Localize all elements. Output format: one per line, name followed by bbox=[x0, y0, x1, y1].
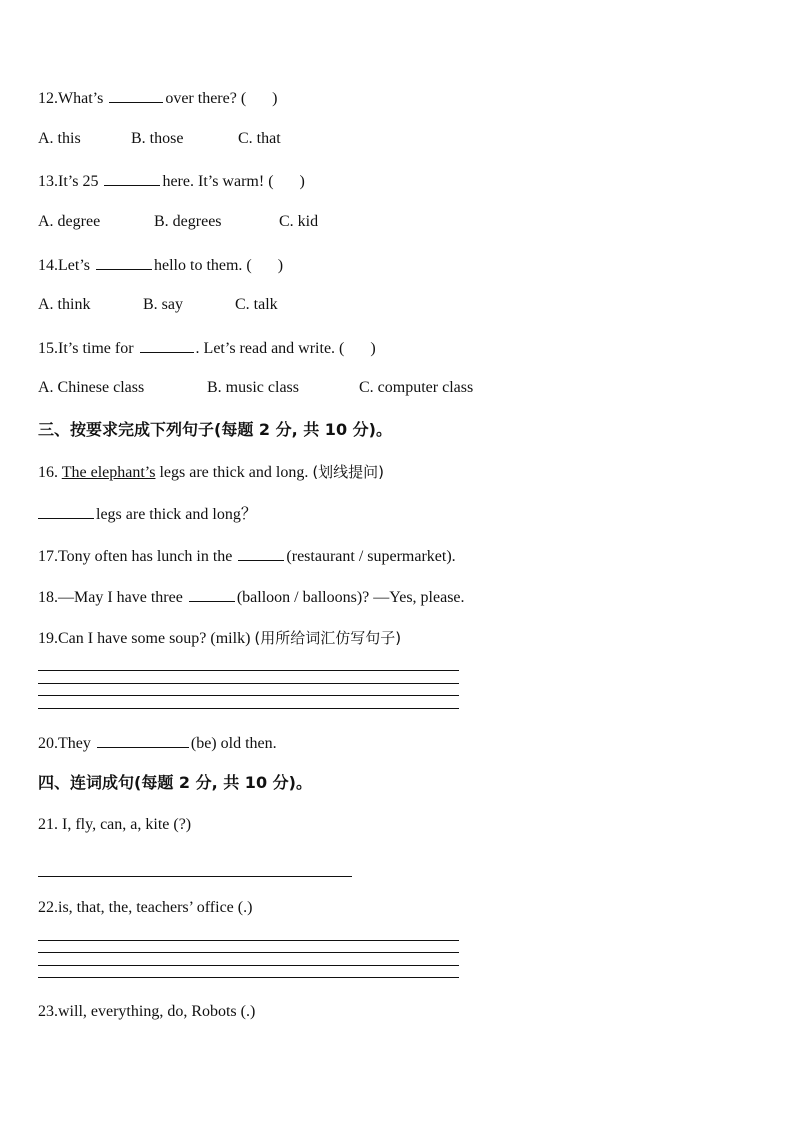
option-a[interactable]: A. degree bbox=[38, 213, 101, 230]
option-c[interactable]: C. kid bbox=[279, 213, 319, 230]
question-number: 12. bbox=[38, 90, 58, 107]
question-text: It’s time for bbox=[58, 340, 134, 357]
question-number: 14. bbox=[38, 257, 58, 274]
question-number: 23. bbox=[38, 1003, 58, 1020]
answer-line[interactable] bbox=[38, 952, 459, 953]
question-19 bbox=[38, 628, 401, 648]
question-number: 22. bbox=[38, 899, 58, 916]
section-3-heading: 三、按要求完成下列句子(每题 2 分, 共 10 分)。 bbox=[38, 420, 392, 439]
question-text: will, everything, do, Robots (.) bbox=[58, 1003, 256, 1020]
answer-text: legs are thick and long？ bbox=[96, 506, 257, 523]
question-text: —May I have three bbox=[58, 589, 183, 606]
question-number: 17. bbox=[38, 548, 58, 565]
paren-close: ) bbox=[299, 173, 305, 190]
options-15 bbox=[38, 378, 473, 398]
question-16 bbox=[38, 462, 384, 482]
question-text: over there? ( bbox=[165, 90, 247, 107]
question-hint: (用所给词汇仿写句子) bbox=[254, 629, 402, 647]
answer-line[interactable] bbox=[38, 940, 459, 941]
option-a[interactable]: A. this bbox=[38, 130, 81, 147]
question-22 bbox=[38, 898, 252, 918]
paren-close: ) bbox=[277, 257, 284, 274]
option-b[interactable]: B. music class bbox=[207, 379, 299, 396]
paren-close: ) bbox=[370, 340, 376, 357]
question-14 bbox=[38, 254, 283, 274]
answer-line[interactable] bbox=[38, 695, 459, 696]
question-text: is, that, the, teachers’ office (.) bbox=[58, 899, 253, 916]
question-text: Let’s bbox=[58, 257, 90, 274]
paren-close: ) bbox=[272, 90, 278, 107]
question-number: 20. bbox=[38, 735, 58, 752]
answer-line[interactable] bbox=[38, 965, 459, 966]
option-b[interactable]: B. degrees bbox=[154, 213, 222, 230]
option-a[interactable]: A. Chinese class bbox=[38, 379, 145, 396]
question-number: 21. bbox=[38, 816, 58, 833]
question-23 bbox=[38, 1002, 255, 1022]
option-b[interactable]: B. those bbox=[131, 130, 184, 147]
question-text: here. It’s warm! ( bbox=[162, 173, 274, 190]
question-text: (balloon / balloons)? —Yes, please. bbox=[236, 589, 465, 606]
question-text: . Let’s read and write. ( bbox=[195, 340, 345, 357]
question-text: I, fly, can, a, kite (?) bbox=[62, 816, 192, 833]
question-text: What’s bbox=[58, 90, 104, 107]
answer-blank[interactable] bbox=[97, 732, 189, 748]
question-12 bbox=[38, 87, 278, 107]
answer-line[interactable] bbox=[38, 977, 459, 978]
answer-line[interactable] bbox=[38, 708, 459, 709]
question-text: legs are thick and long. bbox=[159, 464, 309, 481]
question-number: 18. bbox=[38, 589, 58, 606]
options-12 bbox=[38, 129, 281, 149]
answer-line[interactable] bbox=[38, 683, 459, 684]
options-14 bbox=[38, 295, 278, 315]
answer-blank[interactable] bbox=[140, 337, 194, 353]
answer-blank[interactable] bbox=[238, 545, 284, 561]
answer-line[interactable] bbox=[38, 876, 352, 877]
underlined-phrase: The elephant’s bbox=[61, 464, 156, 481]
question-number: 15. bbox=[38, 340, 58, 357]
question-17 bbox=[38, 545, 456, 565]
question-number: 19. bbox=[38, 630, 58, 647]
question-text: Tony often has lunch in the bbox=[58, 548, 233, 565]
answer-blank[interactable] bbox=[109, 87, 163, 103]
question-text: (be) old then. bbox=[190, 735, 277, 752]
question-text: They bbox=[58, 735, 91, 752]
question-text: hello to them. ( bbox=[154, 257, 252, 274]
question-text: (restaurant / supermarket). bbox=[286, 548, 456, 565]
answer-blank[interactable] bbox=[189, 586, 235, 602]
section-4-heading: 四、连词成句(每题 2 分, 共 10 分)。 bbox=[38, 773, 312, 792]
answer-blank[interactable] bbox=[104, 170, 160, 186]
option-c[interactable]: C. computer class bbox=[359, 379, 474, 396]
question-text: Can I have some soup? (milk) bbox=[58, 630, 251, 647]
options-13 bbox=[38, 212, 318, 232]
question-20 bbox=[38, 732, 277, 752]
question-text: It’s 25 bbox=[58, 173, 99, 190]
question-hint: (划线提问) bbox=[312, 463, 385, 481]
question-18 bbox=[38, 586, 465, 606]
answer-line[interactable] bbox=[38, 670, 459, 671]
answer-blank[interactable] bbox=[96, 254, 152, 270]
option-c[interactable]: C. that bbox=[238, 130, 281, 147]
answer-16 bbox=[38, 503, 257, 523]
question-15 bbox=[38, 337, 376, 357]
option-a[interactable]: A. think bbox=[38, 296, 91, 313]
answer-blank[interactable] bbox=[38, 503, 94, 519]
question-number: 13. bbox=[38, 173, 58, 190]
question-number: 16. bbox=[38, 464, 58, 481]
question-21 bbox=[38, 815, 191, 835]
option-b[interactable]: B. say bbox=[143, 296, 183, 313]
question-13 bbox=[38, 170, 305, 190]
option-c[interactable]: C. talk bbox=[235, 296, 278, 313]
